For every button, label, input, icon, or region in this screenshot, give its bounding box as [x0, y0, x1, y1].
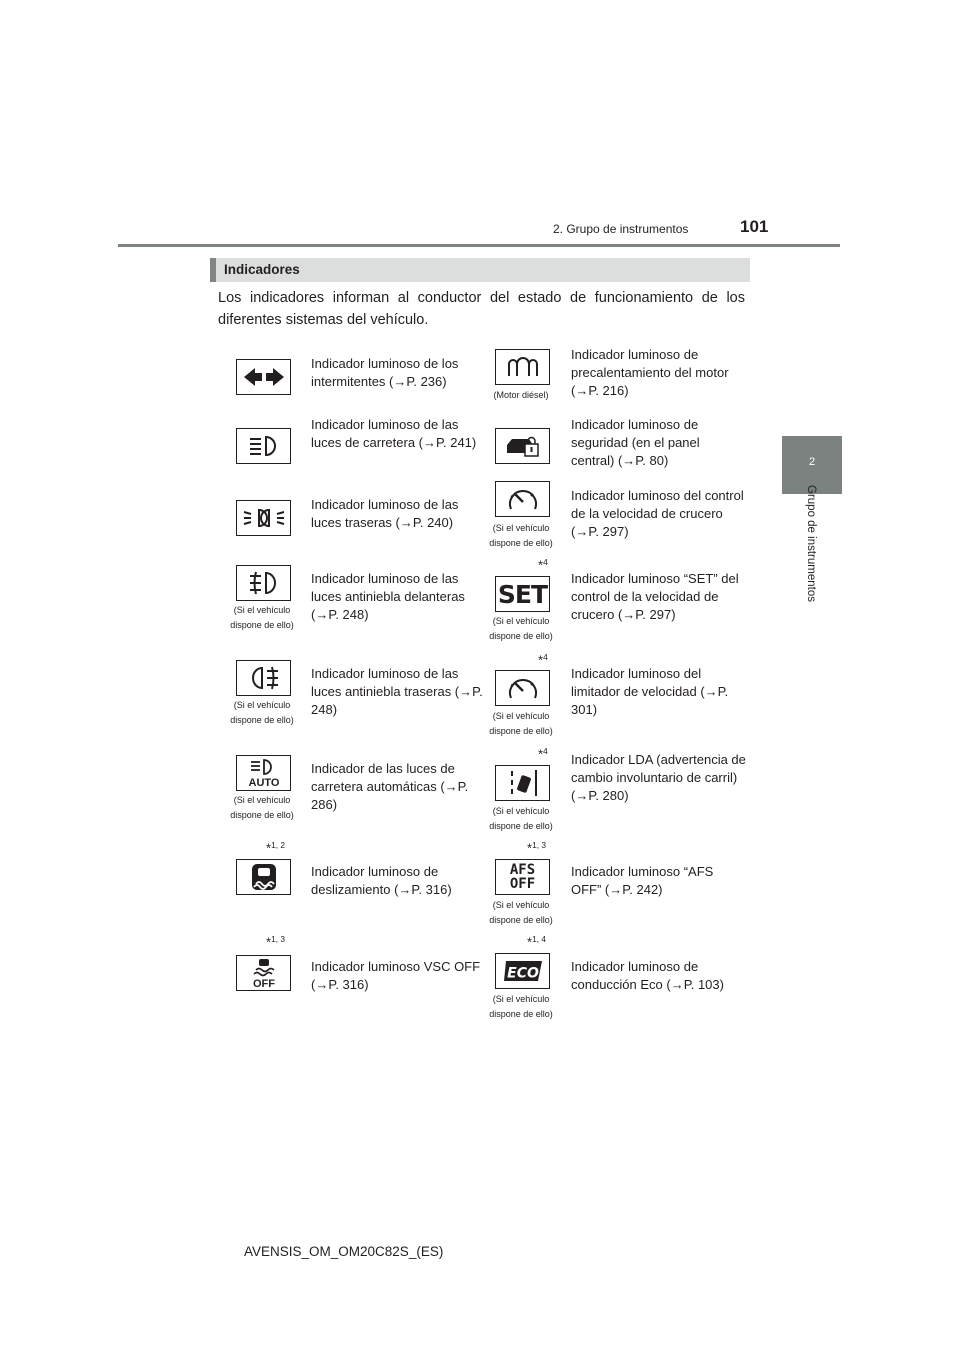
indicator-description: Indicador luminoso de las luces antiniebla delanteras (→P. 248) — [311, 571, 465, 622]
indicator-description: Indicador luminoso “SET” del control de la velocidad de crucero (→P. 297) — [571, 571, 739, 622]
indicator-description: Indicador luminoso VSC OFF (→P. 316) — [311, 959, 481, 992]
svg-text:ECO: ECO — [506, 965, 539, 982]
section-heading: Indicadores — [224, 262, 300, 277]
availability-note: (Si el vehículo dispone de ello) — [489, 994, 553, 1019]
footnote-marker: *$^{1, 3}$ — [266, 934, 285, 950]
front-fog-icon — [236, 565, 291, 601]
chapter-tab-label: Grupo de instrumentos — [805, 485, 817, 602]
indicator-description: Indicador luminoso del limitador de velocidad (→P. 301) — [571, 666, 729, 717]
afs-off-icon: AFS OFF — [495, 859, 550, 895]
high-beam-icon — [236, 428, 291, 464]
svg-text:AUTO: AUTO — [248, 777, 279, 788]
glow-plug-icon — [495, 349, 550, 385]
indicator-description: Indicador luminoso “AFS OFF” (→P. 242) — [571, 864, 714, 897]
footnote-marker: *$^4$ — [538, 746, 548, 762]
set-icon: SET — [495, 576, 550, 612]
lda-icon — [495, 765, 550, 801]
rear-fog-icon — [236, 660, 291, 696]
tail-light-icon — [236, 500, 291, 536]
header-rule — [118, 244, 840, 247]
footnote-marker: *$^{1, 2}$ — [266, 840, 285, 856]
speed-limiter-icon — [495, 670, 550, 706]
availability-note: (Si el vehículo dispone de ello) — [230, 605, 294, 630]
indicator-description: Indicador luminoso de las luces antiniebla traseras (→P. 248) — [311, 666, 483, 717]
document-code: AVENSIS_OM_OM20C82S_(ES) — [244, 1244, 444, 1259]
availability-note: (Si el vehículo dispone de ello) — [489, 711, 553, 736]
diesel-note: (Motor diésel) — [493, 390, 549, 400]
section-heading-accent — [210, 258, 216, 282]
indicator-description: Indicador LDA (advertencia de cambio involuntario de carril) (→P. 280) — [571, 752, 746, 803]
availability-note: (Si el vehículo dispone de ello) — [489, 616, 553, 641]
indicator-description: Indicador de las luces de carretera automáticas (→P. 286) — [311, 761, 469, 812]
availability-note: (Si el vehículo dispone de ello) — [230, 700, 294, 725]
indicator-description: Indicador luminoso de seguridad (en el panel central) (→P. 80) — [571, 417, 700, 468]
indicator-description: Indicador luminoso del control de la velocidad de crucero (→P. 297) — [571, 488, 744, 539]
availability-note: (Si el vehículo dispone de ello) — [489, 900, 553, 925]
intro-paragraph: Los indicadores informan al conductor del estado de funcionamiento de los diferentes sistemas del vehículo. — [218, 290, 745, 328]
indicator-description: Indicador luminoso de precalentamiento del motor (→P. 216) — [571, 347, 729, 398]
availability-note: (Si el vehículo dispone de ello) — [230, 795, 294, 820]
security-icon — [495, 428, 550, 464]
page-number: 101 — [740, 217, 769, 236]
indicator-description: Indicador luminoso de las luces de carretera (→P. 241) — [311, 417, 477, 450]
footnote-marker: *$^4$ — [538, 652, 548, 668]
footnote-marker: *$^{1, 4}$ — [527, 934, 546, 950]
cruise-control-icon — [495, 481, 550, 517]
indicator-description: Indicador luminoso de conducción Eco (→P. 103) — [571, 959, 724, 992]
eco-icon — [495, 953, 550, 989]
indicator-description: Indicador luminoso de los intermitentes (→P. 236) — [311, 356, 459, 389]
auto-high-beam-icon — [236, 755, 291, 791]
slip-icon — [236, 859, 291, 895]
chapter-tab-number: 2 — [808, 456, 816, 468]
running-header: 2. Grupo de instrumentos — [553, 222, 689, 236]
turn-signal-icon — [236, 359, 291, 395]
availability-note: (Si el vehículo dispone de ello) — [489, 806, 553, 831]
footnote-marker: *$^{1, 3}$ — [527, 840, 546, 856]
indicator-description: Indicador luminoso de las luces traseras (→P. 240) — [311, 497, 459, 530]
svg-text:OFF: OFF — [252, 978, 275, 989]
indicator-description: Indicador luminoso de deslizamiento (→P. 316) — [311, 864, 452, 897]
vsc-off-icon — [236, 955, 291, 991]
availability-note: (Si el vehículo dispone de ello) — [489, 523, 553, 548]
footnote-marker: *$^4$ — [538, 557, 548, 573]
